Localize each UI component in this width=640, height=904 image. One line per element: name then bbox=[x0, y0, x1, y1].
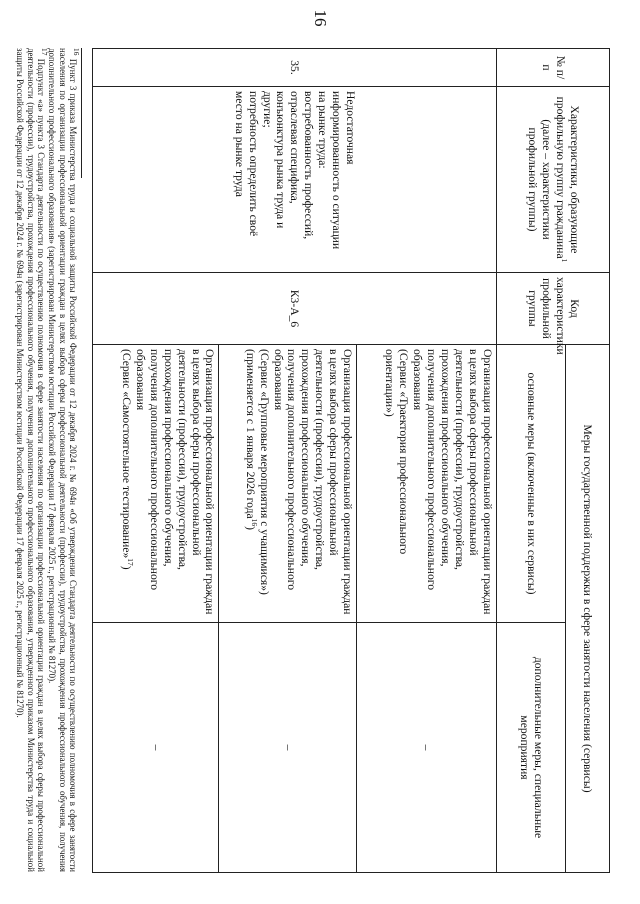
footnote-17-mark: 17 bbox=[39, 48, 49, 56]
measure-2-text: Организация профессиональной ориентации граждан в целях выбора сферы профессиональной деятельности (профессии), трудоустройства, прохождения профессионального обучения, получения дополнительного профессионального образования bbox=[271, 349, 355, 615]
header-code: Код характеристики профильной группы bbox=[496, 273, 609, 345]
characteristic-line: на рынке труда: bbox=[316, 91, 330, 169]
basic-measure-1 bbox=[357, 345, 497, 623]
measure-2-service: (Сервис «Групповые мероприятия с учащимися») bbox=[257, 349, 271, 595]
row-characteristics bbox=[93, 87, 497, 273]
header-characteristics bbox=[496, 87, 609, 273]
characteristic-line: потребность определить своё bbox=[246, 91, 260, 237]
characteristic-line: конъюнктура рынка труда и bbox=[274, 91, 288, 229]
footnote-17-text: Подпункт «а» пункта 3 Стандарта деятельности по осуществлению полномочия в сфере занятости населения по организации профессиональной ориентации граждан в целях выбора сферы профессиональной деятельности (профессии), трудоустройства, прохождения профессионального обучения, получения дополнительного профессионального образования, утвержденного приказом Министерства труда и социальной защиты Российской Федерации от 12 декабря 2024 г. № 694н (зарегистрирован Министерством юстиции Российской Федерации 17 февраля 2025 г., регистрационный № 81270). bbox=[15, 48, 47, 872]
measure-2-note: (применяется с 1 января 2026 года$^{16}$) bbox=[243, 349, 259, 531]
additional-measure-3: – bbox=[93, 623, 220, 873]
page-number: 16 bbox=[311, 9, 330, 27]
header-characteristics-tail: (далее – характеристики профильной группы) bbox=[526, 119, 553, 240]
basic-measure-2 bbox=[219, 345, 357, 623]
basic-measure-3 bbox=[93, 345, 220, 623]
characteristic-line: Недостаточная bbox=[344, 91, 357, 165]
table-header-row-1 bbox=[565, 49, 609, 873]
characteristic-line: отраслевая специфика, bbox=[288, 91, 302, 204]
measure-2-note-text: (применяется с 1 января 2026 года bbox=[243, 349, 257, 519]
footnote-16 bbox=[47, 48, 81, 873]
measure-3-sup: 17 bbox=[125, 558, 135, 566]
additional-measure-2: – bbox=[219, 623, 357, 873]
characteristic-line: информированность о ситуации bbox=[330, 91, 344, 250]
characteristic-line: востребованность профессий, bbox=[302, 91, 316, 240]
footnotes bbox=[14, 48, 81, 873]
measure-1-service: (Сервис «Траектория профессионального ориентации») bbox=[383, 349, 411, 555]
header-number: № п/п bbox=[496, 49, 609, 87]
table-row bbox=[357, 49, 497, 873]
measure-1-text: Организация профессиональной ориентации граждан в целях выбора сферы профессиональной деятельности (профессии), трудоустройства, прохождения профессионального обучения, получения дополнительного профессионального образования bbox=[411, 349, 494, 615]
additional-measure-1: – bbox=[357, 623, 497, 873]
row-code: К3-А_6 bbox=[93, 273, 497, 345]
measure-3-service: (Сервис «Самостоятельное тестирование»$^{17}$) bbox=[120, 349, 135, 570]
row-number: 35. bbox=[93, 49, 497, 87]
header-measures-group: Меры государственной поддержки в сфере занятости населения (сервисы) bbox=[565, 345, 609, 873]
characteristic-line: место на рынке труда bbox=[232, 91, 246, 197]
measure-2-sup: 16 bbox=[249, 518, 259, 527]
footnote-17 bbox=[15, 48, 49, 872]
footnote-separator bbox=[81, 48, 82, 178]
footnote-16-mark: 16 bbox=[71, 48, 81, 56]
characteristic-line: другие; bbox=[260, 91, 274, 128]
rotated-page-content bbox=[15, 48, 610, 873]
measure-3-text: Организация профессиональной ориентации граждан в целях выбора сферы профессиональной деятельности (профессии), трудоустройства, прохождения профессионального обучения, получения дополнительного профессионального образования bbox=[133, 349, 217, 615]
header-basic-measures: основные меры (включенные в них сервисы) bbox=[496, 345, 565, 623]
measures-table bbox=[92, 48, 610, 873]
header-characteristics-sup: 1 bbox=[559, 258, 569, 263]
measure-3-service-text: (Сервис «Самостоятельное тестирование» bbox=[120, 349, 134, 559]
footnote-16-text: Пункт 3 приказа Министерства труда и социальной защиты Российской Федерации от 12 декабря 2024 г. № 694н «Об утверждении Стандарта деятельности по осуществлению полномочия в сфере занятости населения по организации профессиональной ориентации граждан в целях выбора сферы профессиональной деятельности (профессии), трудоустройства, прохождения профессионального обучения, получения дополнительного профессионального образования» (зарегистрирован Министерством юстиции Российской Федерации 17 февраля 2025 г., регистрационный № 81270). bbox=[47, 48, 78, 873]
header-characteristics-text: Характеристики, образующие профильную группу гражданина bbox=[553, 96, 581, 259]
header-additional-measures: дополнительные меры, специальные мероприятия bbox=[496, 623, 565, 873]
